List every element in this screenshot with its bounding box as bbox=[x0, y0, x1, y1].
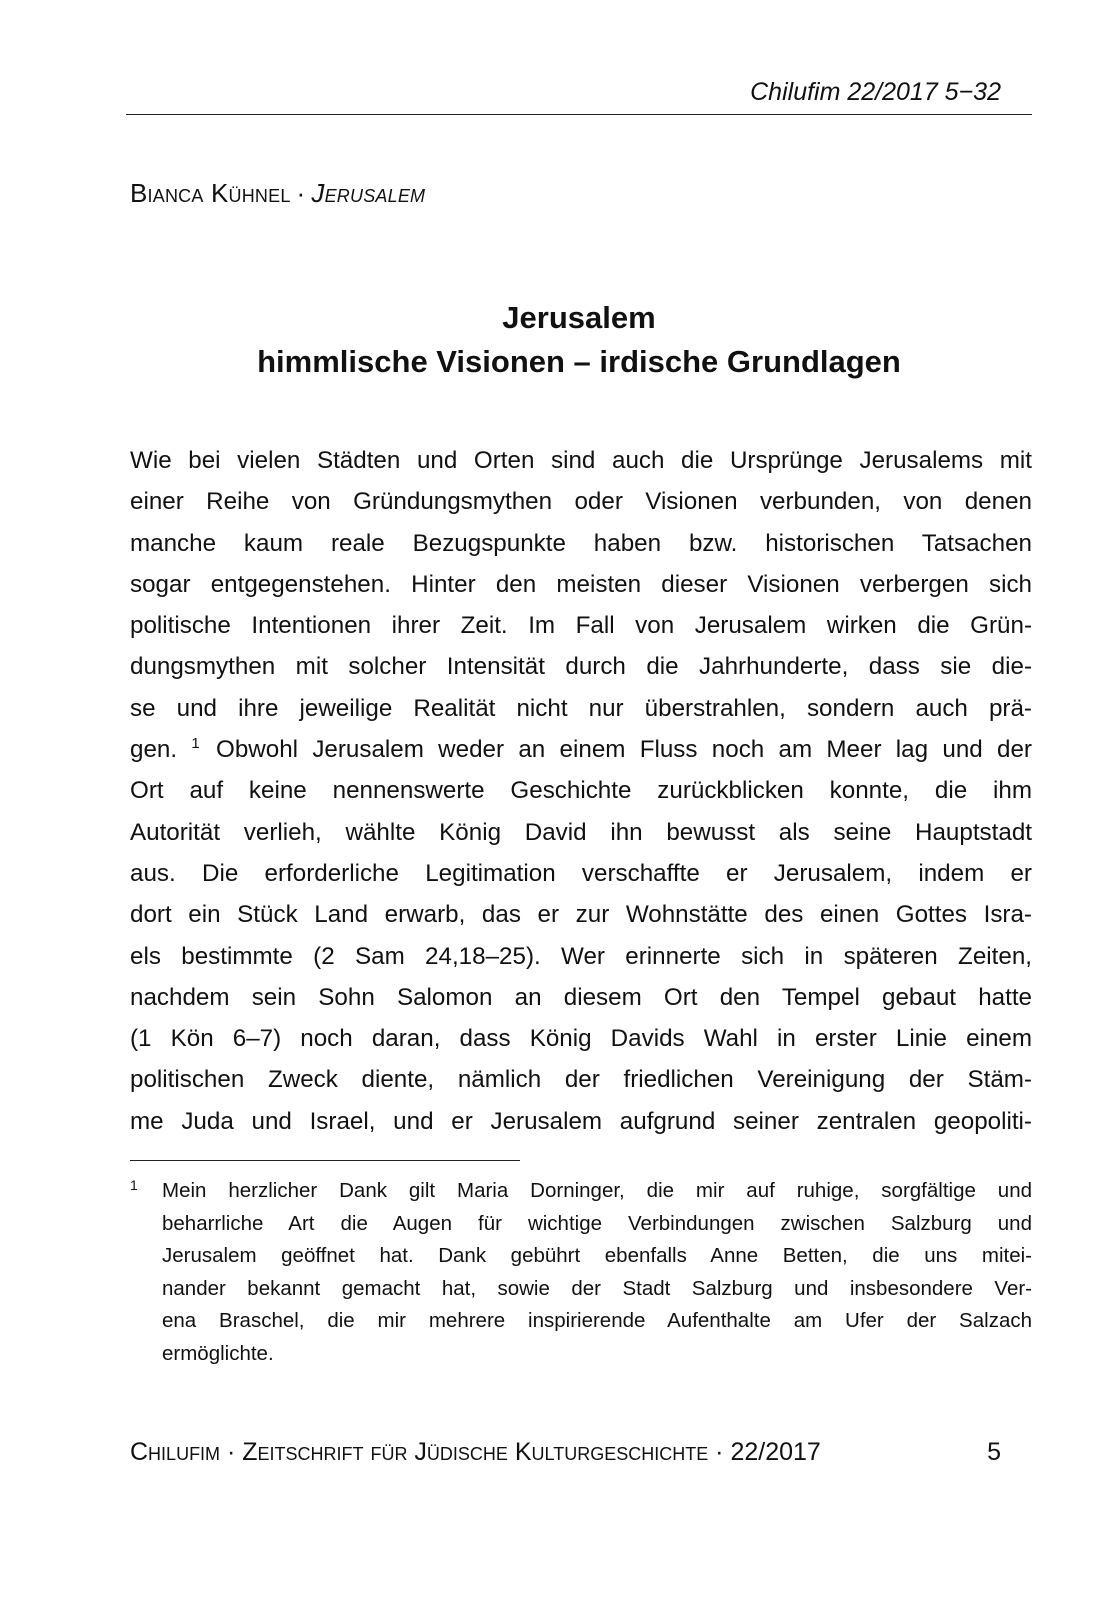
body-line: me Juda und Israel, und er Jerusalem aufgrund seiner zentralen geopoliti- bbox=[130, 1107, 1032, 1135]
running-head: Chilufim 22/2017 5−32 bbox=[750, 78, 1001, 106]
footnote-line: ena Braschel, die mir mehrere inspirierende Aufenthalte am Ufer der Salzach bbox=[162, 1309, 1032, 1332]
article-title bbox=[126, 296, 1032, 384]
footnote-rule bbox=[130, 1160, 520, 1161]
body-line: nachdem sein Sohn Salomon an diesem Ort den Tempel gebaut hatte bbox=[130, 983, 1032, 1011]
body-line: aus. Die erforderliche Legitimation verschaffte er Jerusalem, indem er bbox=[130, 859, 1032, 887]
body-line: se und ihre jeweilige Realität nicht nur überstrahlen, sondern auch prä- bbox=[130, 694, 1032, 722]
author-name: Bianca Kühnel bbox=[130, 178, 291, 208]
title-line-1: Jerusalem bbox=[502, 300, 656, 335]
body-line: (1 Kön 6–7) noch daran, dass König Davids Wahl in erster Linie einem bbox=[130, 1025, 1032, 1053]
body-line: einer Reihe von Gründungsmythen oder Visionen verbunden, von denen bbox=[130, 488, 1032, 516]
footnote-text bbox=[162, 1175, 1032, 1370]
author-separator: · bbox=[296, 178, 306, 208]
body-line: politischen Zweck diente, nämlich der friedlichen Vereinigung der Stäm- bbox=[130, 1066, 1032, 1094]
footnote-line: Mein herzlicher Dank gilt Maria Dorninger, die mir auf ruhige, sorgfältige und bbox=[162, 1179, 1032, 1202]
title-line-2: himmlische Visionen – irdische Grundlagen bbox=[257, 344, 901, 379]
body-line: Ort auf keine nennenswerte Geschichte zurückblicken konnte, die ihm bbox=[130, 777, 1032, 805]
short-title: Jerusalem bbox=[311, 178, 426, 208]
body-line: Wie bei vielen Städten und Orten sind auch die Ursprünge Jerusalems mit bbox=[130, 447, 1032, 474]
body-line: dort ein Stück Land erwarb, das er zur Wohnstätte des einen Gottes Isra- bbox=[130, 901, 1032, 929]
body-line-start: gen. bbox=[130, 736, 178, 764]
footnote-line: Jerusalem geöffnet hat. Dank gebührt ebenfalls Anne Betten, die uns mitei- bbox=[162, 1244, 1032, 1267]
author-line bbox=[130, 178, 425, 209]
footnote-number: 1 bbox=[130, 1177, 138, 1193]
body-line: sogar entgegenstehen. Hinter den meisten dieser Visionen verbergen sich bbox=[130, 570, 1032, 598]
body-line: dungsmythen mit solcher Intensität durch die Jahrhunderte, dass sie die- bbox=[130, 653, 1032, 681]
body-text bbox=[130, 440, 1032, 1142]
body-line-end: Obwohl Jerusalem weder an einem Fluss noch am Meer lag und der bbox=[216, 736, 1032, 764]
body-line: els bestimmte (2 Sam 24,18–25). Wer erinnerte sich in späteren Zeiten, bbox=[130, 942, 1032, 970]
header-rule bbox=[126, 114, 1032, 115]
page-number: 5 bbox=[987, 1438, 1001, 1466]
body-line-with-footnote-ref bbox=[130, 729, 1032, 770]
footnote-line: beharrliche Art die Augen für wichtige Verbindungen zwischen Salzburg und bbox=[162, 1211, 1032, 1235]
body-line: Autorität verlieh, wählte König David ihn bewusst als seine Hauptstadt bbox=[130, 818, 1032, 846]
footnote-line: nander bekannt gemacht hat, sowie der Stadt Salzburg und insbesondere Ver- bbox=[162, 1276, 1032, 1300]
body-line: manche kaum reale Bezugspunkte haben bzw. historischen Tatsachen bbox=[130, 529, 1032, 557]
footnote-reference[interactable]: 1 bbox=[191, 735, 200, 753]
body-line: politische Intentionen ihrer Zeit. Im Fall von Jerusalem wirken die Grün- bbox=[130, 612, 1032, 640]
footer-journal-title: Chilufim · Zeitschrift für Jüdische Kulturgeschichte · 22/2017 bbox=[130, 1438, 821, 1466]
footnote-line: ermöglichte. bbox=[162, 1341, 274, 1365]
